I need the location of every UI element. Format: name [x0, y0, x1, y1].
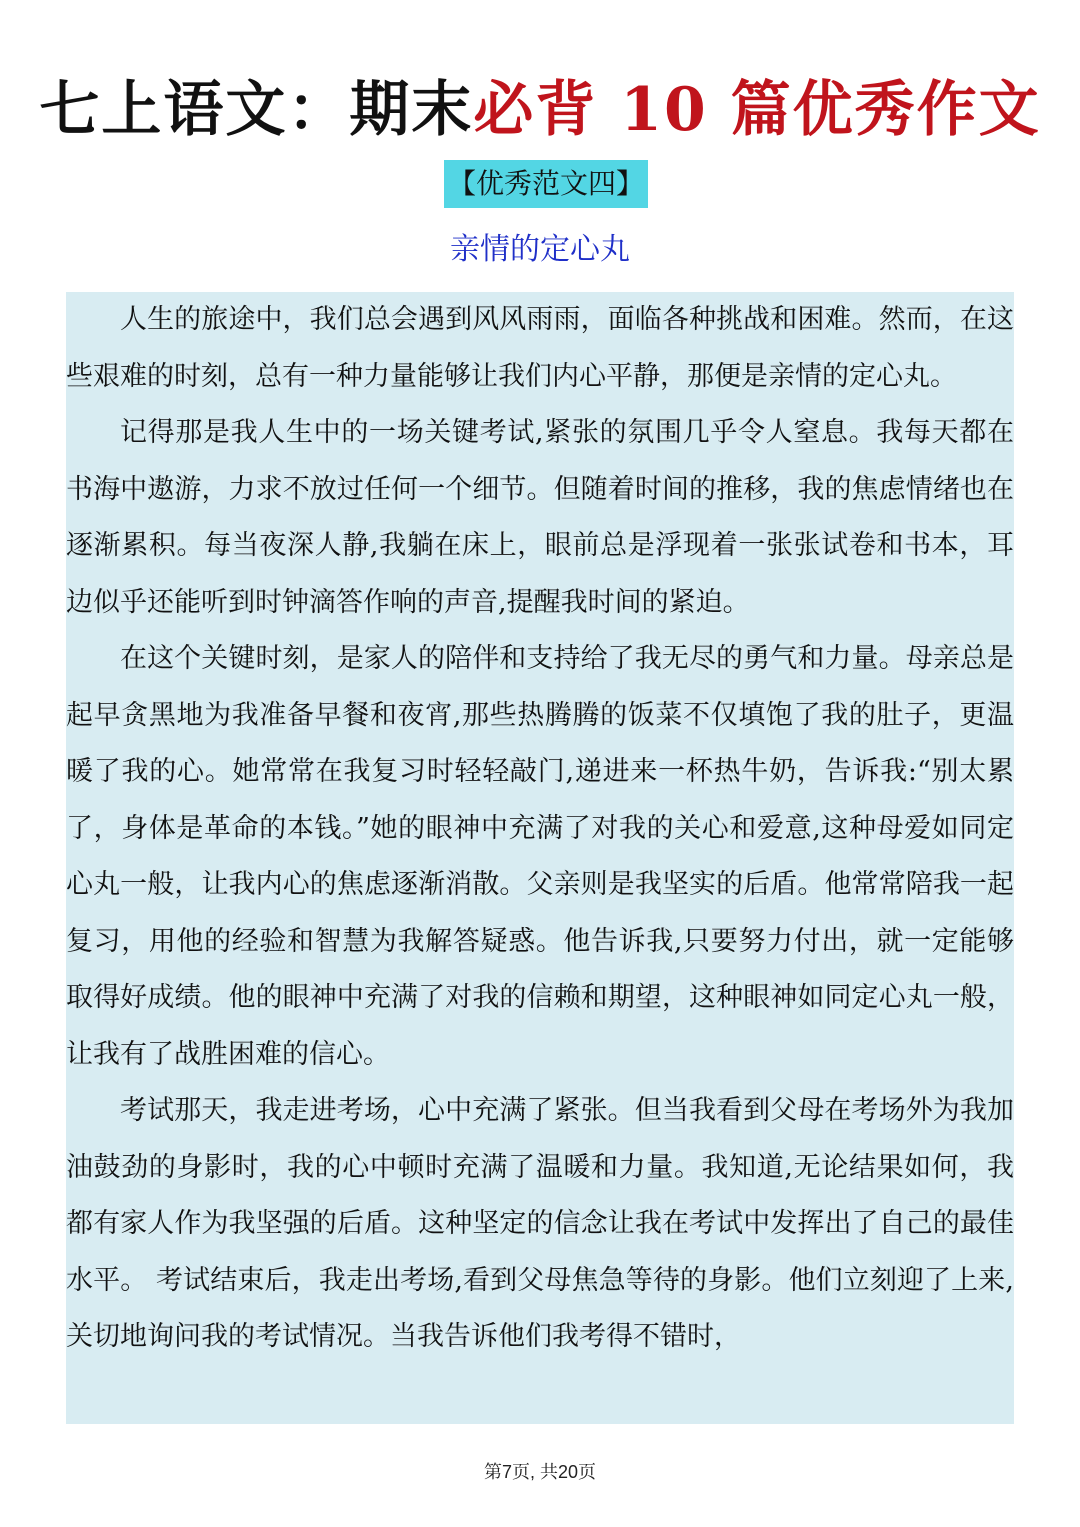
title-black: 七上语文：期末 [39, 75, 474, 145]
essay-paragraph-4: 考试那天，我走进考场，心中充满了紧张。但当我看到父母在考场外为我加油鼓劲的身影时，我的心中顿时充满了温暖和力量。我知道,无论结果如何，我都有家人作为我坚强的后盾。这种坚定的信念让我在考试中发挥出了自己的最佳水平。 考试结束后，我走出考场,看到父母焦急等待的身影。他们立刻迎了上来,关切地询问我的考试情况。当我告诉他们我考得不错时， [66, 1095, 1014, 1352]
essay-paragraph-3: 在这个关键时刻，是家人的陪伴和支持给了我无尽的勇气和力量。母亲总是起早贪黑地为我准备早餐和夜宵,那些热腾腾的饭菜不仅填饱了我的肚子，更温暖了我的心。她常常在我复习时轻轻敲门,递进来一杯热牛奶，告诉我:“别太累了，身体是革命的本钱。”她的眼神中充满了对我的关心和爱意,这种母爱如同定心丸一般，让我内心的焦虑逐渐消散。父亲则是我坚实的后盾。他常常陪我一起复习，用他的经验和智慧为我解答疑惑。他告诉我,只要努力付出，就一定能够取得好成绩。他的眼神中充满了对我的信赖和期望，这种眼神如同定心丸一般，让我有了战胜困难的信心。 [66, 643, 1014, 1070]
essay-number-badge: 【优秀范文四】 [444, 160, 648, 208]
page-title [0, 70, 1080, 150]
essay-title: 亲情的定心丸 [450, 232, 630, 267]
essay-paragraph-2: 记得那是我人生中的一场关键考试,紧张的氛围几乎令人窒息。我每天都在书海中遨游，力求不放过任何一个细节。但随着时间的推移，我的焦虑情绪也在逐渐累积。每当夜深人静,我躺在床上，眼前总是浮现着一张张试卷和书本，耳边似乎还能听到时钟滴答作响的声音,提醒我时间的紧迫。 [66, 417, 1014, 618]
page-number: 第7页, 共20页 [483, 1462, 597, 1482]
essay-paragraph-1: 人生的旅途中，我们总会遇到风风雨雨，面临各种挑战和困难。然而，在这些艰难的时刻，总有一种力量能够让我们内心平静，那便是亲情的定心丸。 [66, 304, 1014, 392]
essay-body [66, 292, 1014, 1424]
title-red: 必背 10 篇优秀作文 [473, 75, 1041, 145]
